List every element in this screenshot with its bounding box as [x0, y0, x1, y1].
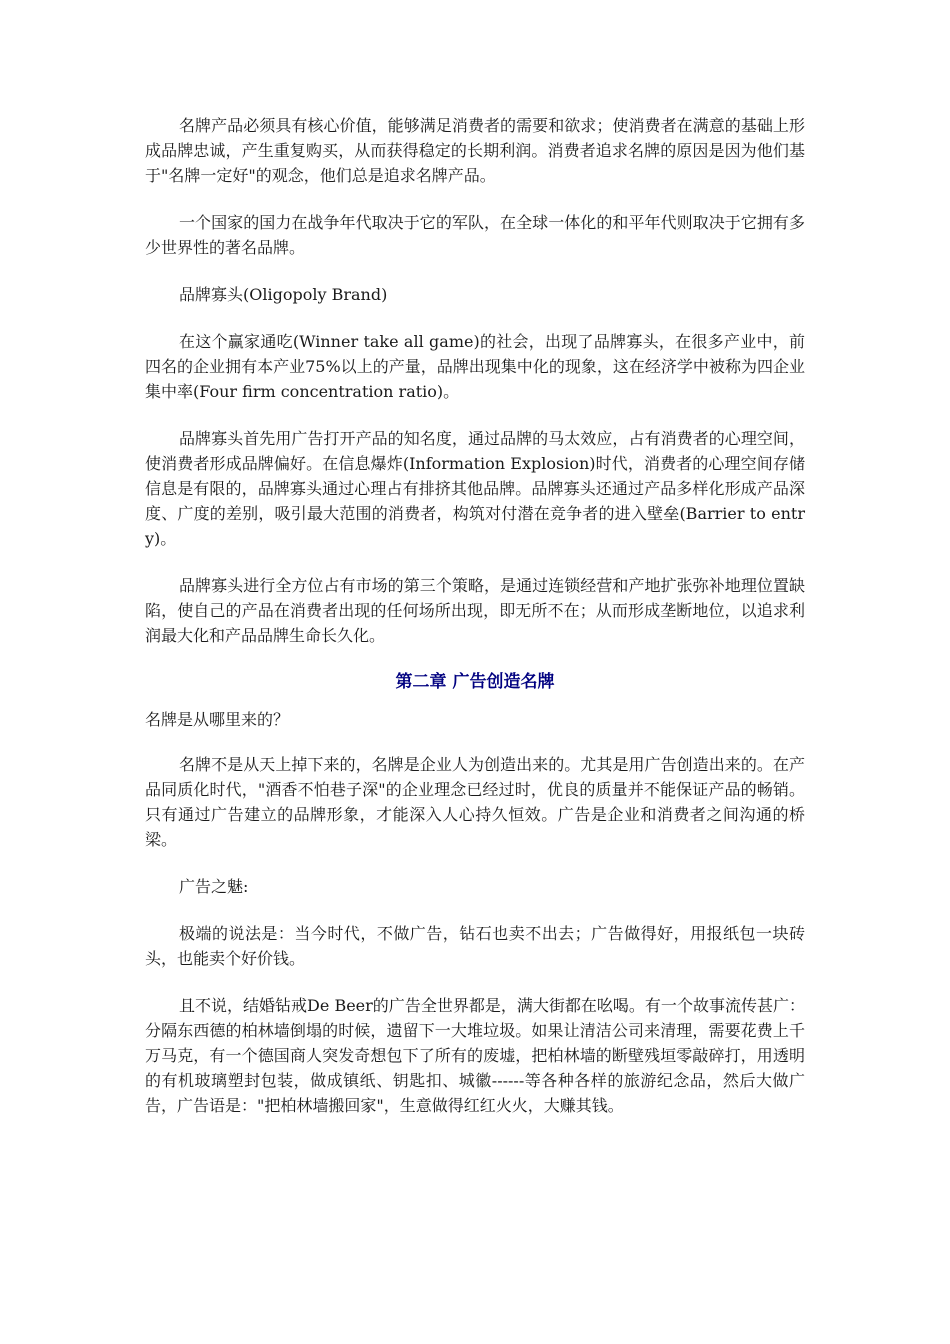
paragraph-national-power: 一个国家的国力在战争年代取决于它的军队，在全球一体化的和平年代则取决于它拥有多少世界性的著名品牌。 — [145, 213, 805, 257]
paragraph-brand-oligopoly-strategy: 品牌寡头首先用广告打开产品的知名度，通过品牌的马太效应，占有消费者的心理空间，使消费者形成品牌偏好。在信息爆炸(Information Explosion)时代，消费者的心理空间存储信息是有限的，品牌寡头通过心理占有排挤其他品牌。品牌寡头还通过产品多样化形成产品深度、广度的差别，吸引最大范围的消费者，构筑对付潜在竞争者的进入壁垒(Barrier to entry)。 — [145, 429, 805, 548]
paragraph-berlin-wall-story: 且不说，结婚钻戒De Beer的广告全世界都是，满大街都在吆喝。有一个故事流传甚广：分隔东西德的柏林墙倒塌的时候，遗留下一大堆垃圾。如果让清洁公司来清理，需要花费上千万马克，有一个德国商人突发奇想包下了所有的废墟，把柏林墙的断壁残垣零敲碎打，用透明的有机玻璃塑封包装，做成镇纸、钥匙扣、城徽------等各种各样的旅游纪念品，然后大做广告，广告语是："把柏林墙搬回家"，生意做得红红火火，大赚其钱。 — [145, 996, 805, 1115]
paragraph-brand-origin: 名牌不是从天上掉下来的，名牌是企业人为创造出来的。尤其是用广告创造出来的。在产品同质化时代，"酒香不怕巷子深"的企业理念已经过时，优良的质量并不能保证产品的畅销。只有通过广告建立的品牌形象，才能深入人心持久恒效。广告是企业和消费者之间沟通的桥梁。 — [145, 755, 805, 849]
document-page — [145, 113, 805, 1140]
paragraph-extreme-saying: 极端的说法是：当今时代，不做广告，钻石也卖不出去；广告做得好，用报纸包一块砖头，也能卖个好价钱。 — [145, 924, 805, 968]
subheading-oligopoly-brand: 品牌寡头(Oligopoly Brand) — [179, 285, 388, 304]
paragraph-third-strategy: 品牌寡头进行全方位占有市场的第三个策略，是通过连锁经营和产地扩张弥补地理位置缺陷，使自己的产品在消费者出现的任何场所出现，即无所不在；从而形成垄断地位，以追求利润最大化和产品品牌生命长久化。 — [145, 576, 805, 645]
paragraph-core-value: 名牌产品必须具有核心价值，能够满足消费者的需要和欲求；使消费者在满意的基础上形成品牌忠诚，产生重复购买，从而获得稳定的长期利润。消费者追求名牌的原因是因为他们基于"名牌一定好"的观念，他们总是追求名牌产品。 — [145, 116, 805, 185]
paragraph-winner-take-all: 在这个赢家通吃(Winner take all game)的社会，出现了品牌寡头，在很多产业中，前四名的企业拥有本产业75%以上的产量，品牌出现集中化的现象，这在经济学中被称为四企业集中率(Four firm concentration ratio)。 — [145, 332, 805, 401]
subheading-ad-charm: 广告之魅: — [179, 877, 249, 896]
chapter-title: 第二章 广告创造名牌 — [395, 672, 555, 692]
question-line: 名牌是从哪里来的？ — [145, 710, 290, 729]
